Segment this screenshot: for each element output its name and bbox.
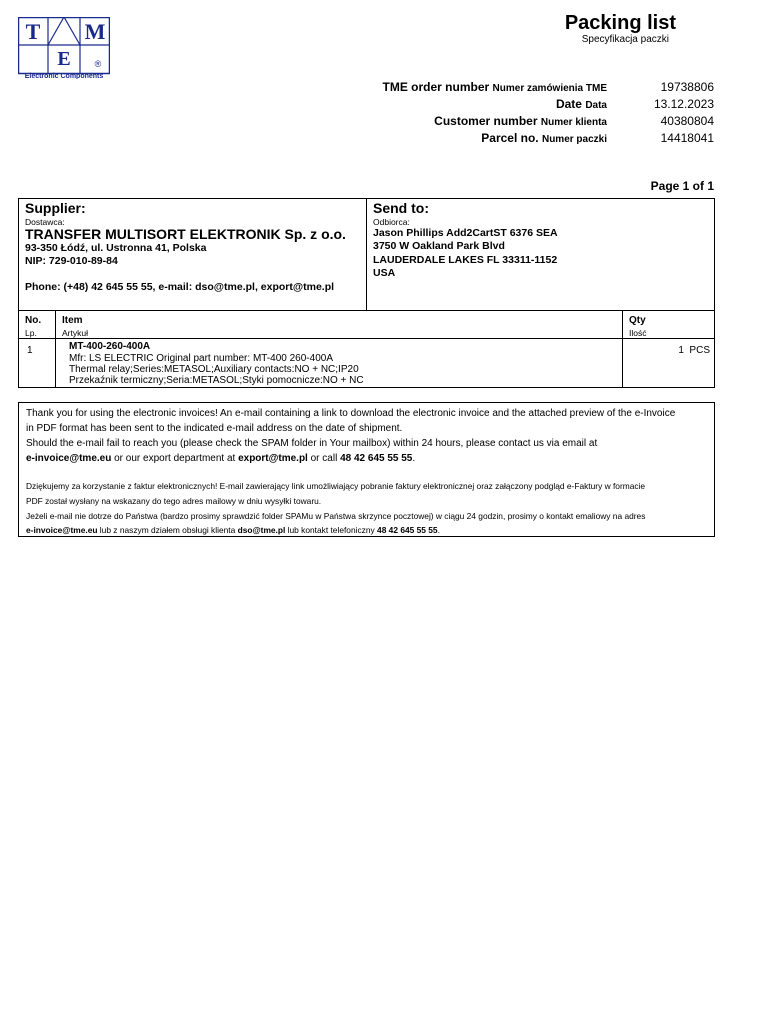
notice-en-email-link[interactable]: e-invoice@tme.eu: [26, 453, 112, 464]
meta-customer-value: 40380804: [660, 114, 714, 128]
registered-mark: ®: [94, 59, 102, 69]
supplier-heading-pl: Dostawca:: [25, 217, 65, 227]
col-divider-2: [622, 310, 623, 388]
logo-tagline: Electronic Components: [24, 73, 104, 79]
notice-pl-line-2: PDF został wysłany na wskazany do tego adres mailowy w dniu wysyłki towaru.: [26, 496, 322, 506]
col-qty-header-pl: Ilość: [629, 328, 647, 338]
sendto-line-2: 3750 W Oakland Park Blvd: [373, 240, 505, 252]
notice-en-line-4: e-invoice@tme.eu or our export department at export@tme.pl or call 48 42 645 55 55.: [26, 453, 416, 464]
col-no-header-pl: Lp.: [25, 328, 37, 338]
supplier-nip: NIP: 729-010-89-84: [25, 255, 118, 267]
logo-letter-t: T: [25, 19, 41, 44]
notice-pl-line-4: e-invoice@tme.eu lub z naszym działem obsługi klienta dso@tme.pl lub kontakt telefoniczny 48 42 645 55 55.: [26, 525, 440, 535]
col-item-header-pl: Artykuł: [62, 328, 88, 338]
supplier-contact: Phone: (+48) 42 645 55 55, e-mail: dso@tme.pl, export@tme.pl: [25, 281, 335, 293]
row-1-code: MT-400-260-400A: [69, 341, 151, 352]
notice-pl-line-3: Jeżeli e-mail nie dotrze do Państwa (bardzo prosimy sprawdzić folder SPAMu w Państwa skrzynce pocztowej) w ciągu 24 godzin, prosimy o kontakt emaliowy na adres: [26, 511, 646, 521]
meta-customer-label: Customer number Numer klienta: [434, 114, 607, 128]
supplier-address: 93-350 Łódź, ul. Ustronna 41, Polska: [25, 242, 207, 254]
logo-letter-m: M: [84, 19, 106, 44]
sendto-line-4: USA: [373, 267, 396, 279]
page-title: Packing list: [564, 12, 676, 34]
row-1-no: 1: [27, 345, 33, 356]
row-1-detail-3: Przekaźnik termiczny;Seria:METASOL;Styki pomocnicze:NO + NC: [69, 375, 364, 386]
tme-logo: [18, 17, 110, 79]
meta-parcel-value: 14418041: [660, 131, 714, 145]
notice-en-line-3: Should the e-mail fail to reach you (please check the SPAM folder in Your mailbox) within 24 hours, please contact us via email at: [26, 438, 598, 449]
col-no-header: No.: [25, 315, 42, 326]
col-qty-header: Qty: [629, 315, 646, 326]
notice-pl-line-1: Dziękujemy za korzystanie z faktur elektronicznych! E-mail zawierający link umożliwiający pobranie faktury elektronicznej oraz załączony podgląd e-Faktury w formacie: [26, 481, 646, 491]
notice-en-export-link[interactable]: export@tme.pl: [238, 453, 308, 464]
meta-order-value: 19738806: [660, 80, 714, 94]
notice-en-phone: 48 42 645 55 55: [340, 453, 413, 464]
notice-pl-dso-link[interactable]: dso@tme.pl: [237, 525, 286, 535]
supplier-name: TRANSFER MULTISORT ELEKTRONIK Sp. z o.o.: [25, 226, 346, 242]
supplier-heading: Supplier:: [25, 200, 86, 216]
meta-order-label: TME order number Numer zamówienia TME: [382, 80, 607, 94]
notice-en-line-2: in PDF format has been sent to the indicated e-mail address on the date of shipment.: [26, 423, 403, 434]
row-1-qty: 1 PCS: [678, 345, 710, 356]
page-subtitle: Specyfikacja paczki: [581, 34, 669, 45]
logo-letter-e: E: [57, 48, 71, 70]
row-1-detail-2: Thermal relay;Series:METASOL;Auxiliary contacts:NO + NC;IP20: [69, 364, 359, 375]
notice-pl-email-link[interactable]: e-invoice@tme.eu: [26, 525, 98, 535]
address-divider: [366, 198, 367, 311]
col-item-header: Item: [62, 315, 83, 326]
meta-date-label: Date Data: [555, 97, 607, 111]
notice-en-line-1: Thank you for using the electronic invoices! An e-mail containing a link to download the electronic invoice and the attached preview of the e-Invoice: [26, 408, 676, 419]
sendto-heading-pl: Odbiorca:: [373, 217, 410, 227]
row-1-detail-1: Mfr: LS ELECTRIC Original part number: MT-400 260-400A: [69, 353, 333, 364]
meta-date-value: 13.12.2023: [653, 97, 714, 111]
sendto-line-1: Jason Phillips Add2CartST 6376 SEA: [373, 227, 558, 239]
col-divider-1: [55, 310, 56, 388]
page-counter: Page 1 of 1: [650, 179, 714, 193]
meta-parcel-label: Parcel no. Numer paczki: [481, 131, 607, 145]
items-header-rule: [18, 338, 715, 339]
notice-pl-phone: 48 42 645 55 55: [377, 525, 438, 535]
sendto-heading: Send to:: [373, 200, 429, 216]
sendto-line-3: LAUDERDALE LAKES FL 33311-1152: [373, 254, 558, 266]
